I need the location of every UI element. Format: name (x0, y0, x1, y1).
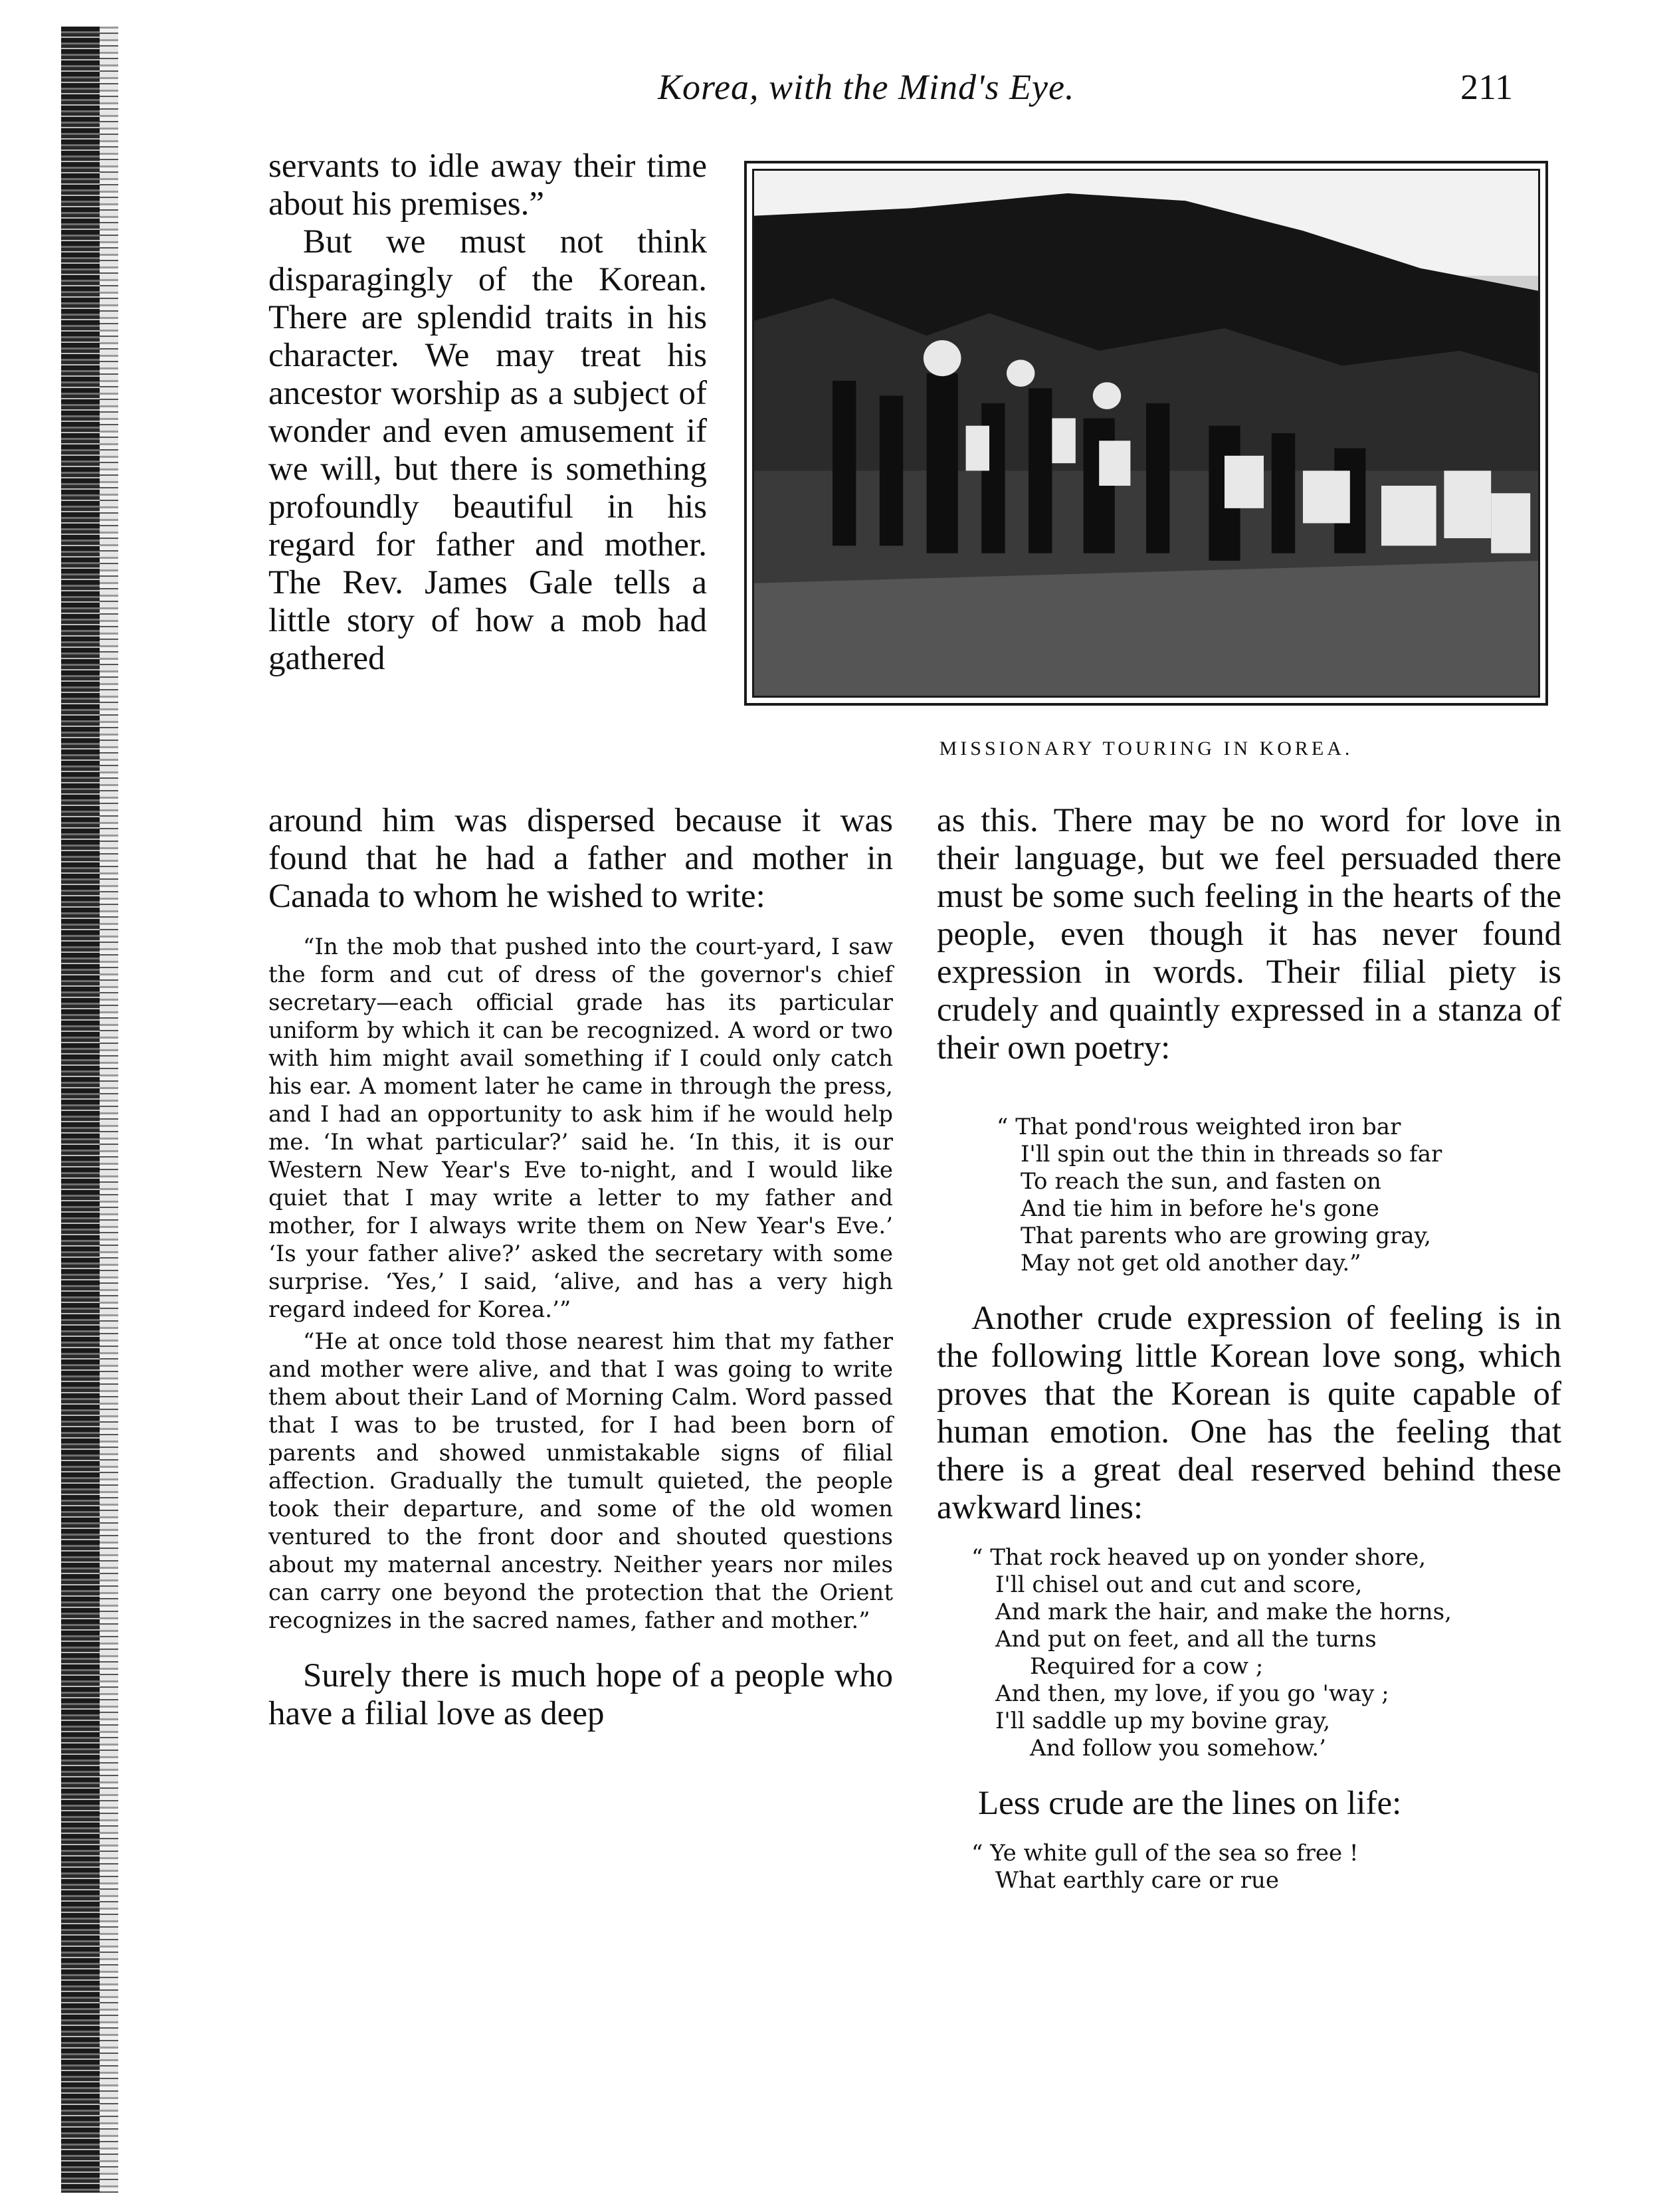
poem-line: Required for a cow ; (1030, 1653, 1264, 1680)
poem-line: “ Ye white gull of the sea so free ! (971, 1840, 1359, 1866)
lead-paragraph-2: But we must not think disparagingly of the Korean. There are splendid traits in his character. We may treat his ancestor worship as a subject of wonder and even amusement if we will, but there is something profoundly beautiful in his regard for father and mother. The Rev. James Gale tells a little story of how a mob had gathered (268, 223, 707, 677)
poem-line: That parents who are growing gray, (1021, 1223, 1431, 1249)
poem-line: “ That pond'rous weighted iron bar (997, 1114, 1401, 1140)
lead-column (268, 148, 707, 678)
poem-line: And follow you somehow.’ (1030, 1735, 1326, 1761)
closing-paragraph: Surely there is much hope of a people who have a filial love as deep (268, 1657, 893, 1732)
page-number: 211 (1460, 67, 1513, 107)
poem-line: I'll spin out the thin in threads so far (1021, 1141, 1442, 1167)
lead-paragraph-1: servants to idle away their time about his premises.” (268, 148, 707, 223)
right-paragraph-1: as this. There may be no word for love in their language, but we feel persuaded there must be some such feeling in the hearts of the people, even though it has never found expression in words. Their filial piety is crudely and quaintly expressed in a stanza of their own poetry: (937, 802, 1561, 1066)
poem-white-gull (937, 1840, 1561, 1894)
poem-love-song (937, 1544, 1561, 1762)
left-column (268, 802, 893, 1733)
photo-caption: MISSIONARY TOURING IN KOREA. (939, 738, 1353, 759)
lead-continuation: around him was dispersed because it was found that he had a father and mother in Canada to whom he wished to write: (268, 802, 893, 915)
poem-line: And then, my love, if you go 'way ; (995, 1680, 1389, 1707)
poem-line: And put on feet, and all the turns (995, 1626, 1377, 1653)
poem-line: What earthly care or rue (995, 1867, 1279, 1894)
right-paragraph-3: Less crude are the lines on life: (978, 1785, 1402, 1822)
poem-iron-bar (937, 1114, 1561, 1277)
poem-line: May not get old another day.” (1021, 1250, 1361, 1276)
running-head: Korea, with the Mind's Eye. (658, 67, 1075, 107)
poem-line: And mark the hair, and make the horns, (995, 1599, 1452, 1625)
missionary-photo-illustration (754, 171, 1538, 696)
photo (744, 161, 1548, 706)
poem-line: “ That rock heaved up on yonder shore, (971, 1544, 1427, 1571)
right-column (937, 802, 1561, 1894)
book-spine-shadow (61, 27, 101, 2193)
poem-line: I'll chisel out and cut and score, (995, 1571, 1363, 1598)
quote-paragraph-2: “He at once told those nearest him that my father and mother were alive, and that I was going to write them about their Land of Morning Calm. Word passed that I was to be trusted, for I had been born of parents and showed unmistakable signs of filial affection. Gradually the tumult quieted, the people took their departure, and some of the old women ventured to the front door and shouted questions about my maternal ancestry. Neither years nor miles can carry one beyond the protection that the Orient recognizes in the sacred names, father and mother.” (268, 1328, 893, 1634)
poem-line: I'll saddle up my bovine gray, (995, 1708, 1331, 1734)
quote-paragraph-1: “In the mob that pushed into the court-yard, I saw the form and cut of dress of the governor's chief secretary—each official grade has its particular uniform by which it can be recognized. A word or two with him might avail something if I could only catch his ear. A moment later he came in through the press, and I had an opportunity to ask him if he would help me. ‘In what particular?’ said he. ‘In this, it is our Western New Year's Eve to-night, and I would like quiet that I may write a letter to my father and mother, for I always write them on New Year's Eve.’ ‘Is your father alive?’ asked the secretary with some surprise. ‘Yes,’ I said, ‘alive, and has a very high regard indeed for Korea.’” (268, 934, 893, 1323)
poem-line: To reach the sun, and fasten on (1021, 1168, 1381, 1195)
photo-image (752, 169, 1540, 698)
poem-line: And tie him in before he's gone (1021, 1195, 1379, 1222)
book-spine-edge (100, 27, 118, 2193)
right-paragraph-2: Another crude expression of feeling is in the following little Korean love song, which proves that the Korean is quite capable of human emotion. One has the feeling that there is a great deal reserved behind these awkward lines: (937, 1300, 1561, 1526)
